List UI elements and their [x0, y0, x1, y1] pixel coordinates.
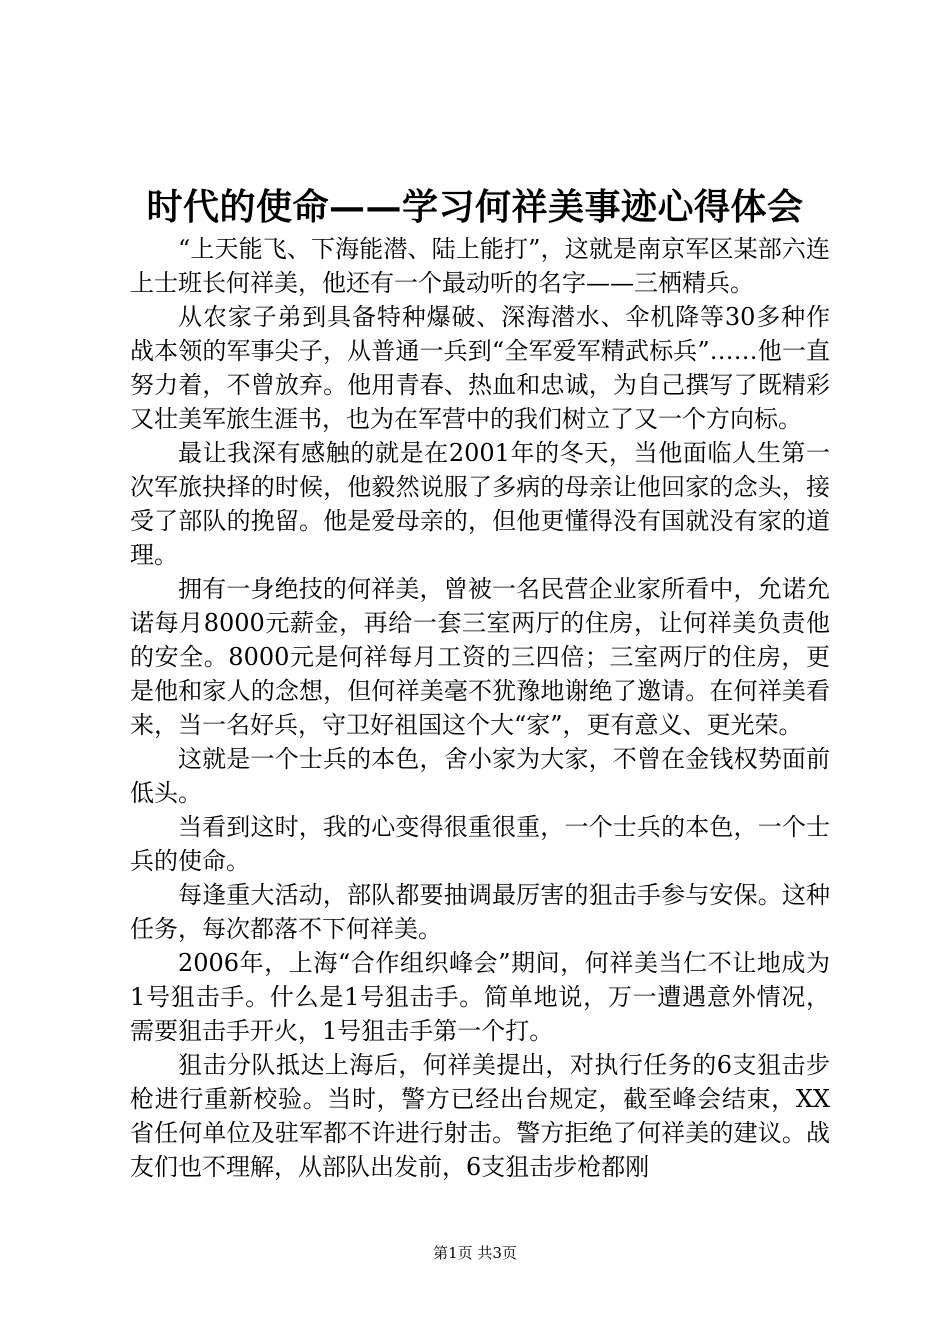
- document-body: [130, 232, 830, 1184]
- paragraph: “上天能飞、下海能潜、陆上能打”，这就是南京军区某部六连上士班长何祥美，他还有一个最动听的名字——三栖精兵。: [130, 235, 830, 297]
- paragraph: 从农家子弟到具备特种爆破、深海潜水、伞机降等30多种作战本领的军事尖子，从普通一兵到“全军爱军精武标兵”……他一直努力着，不曾放弃。他用青春、热血和忠诚，为自己撰写了既精彩又壮美军旅生涯书，也为在军营中的我们树立了又一个方向标。: [130, 303, 830, 433]
- paragraph: 这就是一个士兵的本色，舍小家为大家，不曾在金钱权势面前低头。: [130, 745, 830, 807]
- paragraph: 拥有一身绝技的何祥美，曾被一名民营企业家所看中，允诺允诺每月8000元薪金，再给一套三室两厅的住房，让何祥美负责他的安全。8000元是何祥每月工资的三四倍；三室两厅的住房，更是他和家人的念想，但何祥美毫不犹豫地谢绝了邀请。在何祥美看来，当一名好兵，守卫好祖国这个大“家”，更有意义、更光荣。: [130, 575, 830, 739]
- paragraph: 最让我深有感触的就是在2001年的冬天，当他面临人生第一次军旅抉择的时候，他毅然说服了多病的母亲让他回家的念头，接受了部队的挽留。他是爱母亲的，但他更懂得没有国就没有家的道理。: [130, 439, 830, 569]
- paragraph: 2006年，上海“合作组织峰会”期间，何祥美当仁不让地成为1号狙击手。什么是1号狙击手。简单地说，万一遭遇意外情况，需要狙击手开火，1号狙击手第一个打。: [130, 949, 830, 1045]
- page-footer: 第1页 共3页: [433, 1244, 517, 1262]
- document-title: 时代的使命——学习何祥美事迹心得体会: [146, 186, 804, 228]
- paragraph: 当看到这时，我的心变得很重很重，一个士兵的本色，一个士兵的使命。: [130, 813, 830, 875]
- paragraph: 每逢重大活动，部队都要抽调最厉害的狙击手参与安保。这种任务，每次都落不下何祥美。: [130, 881, 830, 943]
- paragraph: 狙击分队抵达上海后，何祥美提出，对执行任务的6支狙击步枪进行重新校验。当时，警方已经出台规定，截至峰会结束，XX省任何单位及驻军都不许进行射击。警方拒绝了何祥美的建议。战友们也不理解，从部队出发前，6支狙击步枪都刚: [130, 1051, 830, 1181]
